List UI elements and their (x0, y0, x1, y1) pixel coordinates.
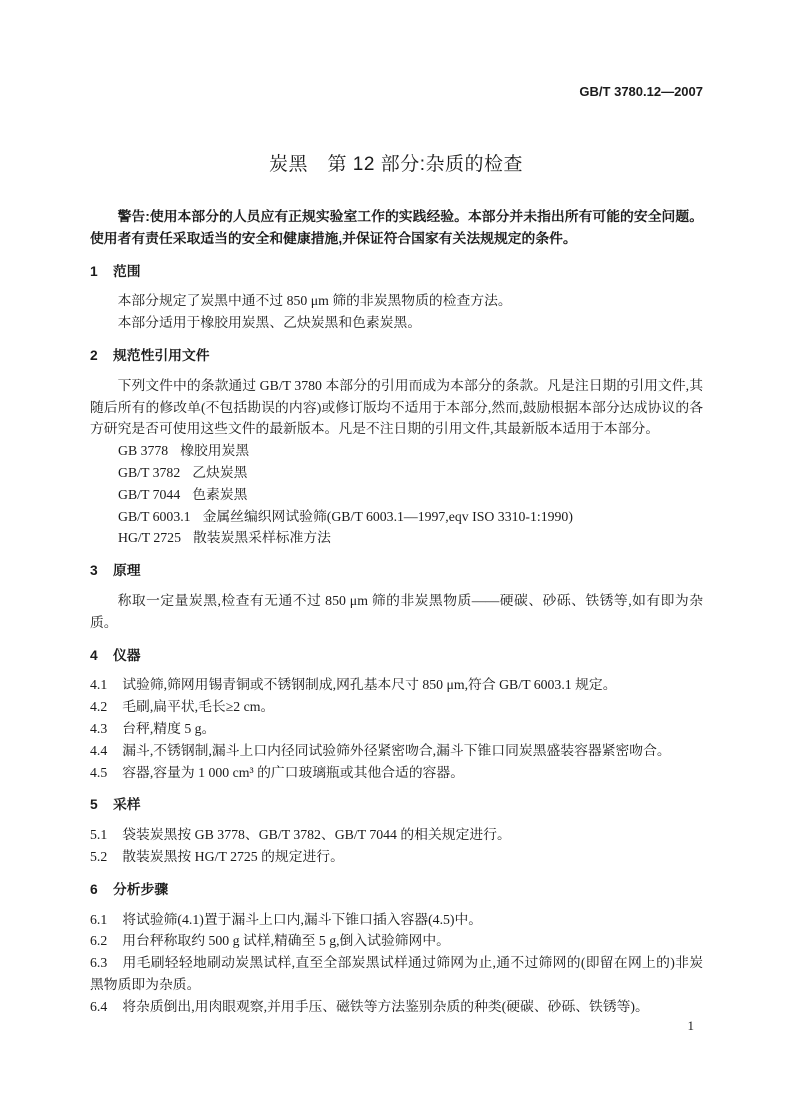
reference-code: GB 3778 (118, 443, 169, 459)
clause-text: 散装炭黑按 HG/T 2725 的规定进行。 (122, 848, 344, 864)
section-number: 6 (90, 881, 98, 897)
section-heading (90, 261, 703, 283)
section-title: 分析步骤 (113, 881, 169, 897)
section-heading (90, 645, 703, 667)
clause-item (90, 762, 703, 784)
page-number: 1 (687, 1018, 694, 1033)
section-heading (90, 560, 703, 582)
section-number: 2 (90, 347, 98, 363)
warning-text: 警告:使用本部分的人员应有正规实验室工作的实践经验。本部分并未指出所有可能的安全问题。使用者有责任采取适当的安全和健康措施,并保证符合国家有关法规规定的条件。 (90, 209, 703, 246)
clause-text: 台秤,精度 5 g。 (122, 720, 216, 736)
reference-code: GB/T 6003.1 (118, 508, 191, 524)
reference-item (90, 462, 703, 484)
clause-text: 试验筛,筛网用锡青铜或不锈钢制成,网孔基本尺寸 850 μm,符合 GB/T 6003.1 规定。 (122, 677, 617, 693)
reference-item (90, 484, 703, 506)
clause-number: 4.3 (90, 720, 108, 736)
clause-item (90, 952, 703, 996)
clause-number: 5.1 (90, 827, 108, 843)
section-title: 原理 (113, 563, 141, 579)
clause-text: 将杂质倒出,用肉眼观察,并用手压、磁铁等方法鉴别杂质的种类(硬碳、砂砾、铁锈等)。 (122, 998, 649, 1014)
reference-code: HG/T 2725 (118, 530, 181, 546)
reference-title: 散装炭黑采样标准方法 (192, 530, 331, 546)
reference-title: 乙炔炭黑 (192, 464, 248, 480)
section-number: 3 (90, 563, 98, 579)
reference-code: GB/T 3782 (118, 464, 181, 480)
clause-number: 4.2 (90, 699, 108, 715)
reference-title: 橡胶用炭黑 (180, 443, 250, 459)
reference-title: 色素炭黑 (192, 486, 248, 502)
reference-title: 金属丝编织网试验筛(GB/T 6003.1—1997,eqv ISO 3310-1:1990) (202, 508, 573, 524)
clause-item (90, 824, 703, 846)
clause-text: 用台秤称取约 500 g 试样,精确至 5 g,倒入试验筛网中。 (122, 933, 450, 949)
paragraph: 称取一定量炭黑,检查有无通不过 850 μm 筛的非炭黑物质——硬碳、砂砾、铁锈等,如有即为杂质。 (90, 592, 703, 630)
clause-number: 6.1 (90, 911, 108, 927)
section-number: 4 (90, 647, 98, 663)
paragraph: 下列文件中的条款通过 GB/T 3780 本部分的引用而成为本部分的条款。凡是注日期的引用文件,其随后所有的修改单(不包括勘误的内容)或修订版均不适用于本部分,然而,鼓励根据本部分达成协议的各方研究是否可使用这些文件的最新版本。凡是不注日期的引用文件,其最新版本适用于本部分。 (90, 377, 703, 437)
clause-text: 漏斗,不锈钢制,漏斗上口内径同试验筛外径紧密吻合,漏斗下锥口同炭黑盛装容器紧密吻合。 (122, 742, 671, 758)
section-heading (90, 794, 703, 816)
section-title: 规范性引用文件 (113, 347, 210, 363)
clause-number: 4.1 (90, 677, 108, 693)
document-title: 炭黑 第 12 部分:杂质的检查 (269, 154, 523, 175)
section-heading (90, 879, 703, 901)
clause-number: 6.3 (90, 955, 108, 971)
clause-text: 将试验筛(4.1)置于漏斗上口内,漏斗下锥口插入容器(4.5)中。 (122, 911, 483, 927)
clause-item (90, 909, 703, 931)
clause-number: 6.2 (90, 933, 108, 949)
paragraph: 本部分规定了炭黑中通不过 850 μm 筛的非炭黑物质的检查方法。 (117, 293, 512, 309)
document-body (90, 206, 703, 1018)
clause-text: 毛刷,扁平状,毛长≥2 cm。 (122, 699, 275, 715)
clause-text: 容器,容量为 1 000 cm³ 的广口玻璃瓶或其他合适的容器。 (122, 764, 465, 780)
section-number: 1 (90, 263, 98, 279)
clause-number: 5.2 (90, 848, 108, 864)
clause-text: 用毛刷轻轻地刷动炭黑试样,直至全部炭黑试样通过筛网为止,通不过筛网的(即留在网上的)非炭黑物质即为杂质。 (90, 955, 703, 992)
clause-number: 4.4 (90, 742, 108, 758)
clause-item (90, 674, 703, 696)
reference-item (90, 506, 703, 528)
reference-item (90, 440, 703, 462)
section-title: 范围 (113, 263, 141, 279)
section-title: 采样 (113, 797, 141, 813)
section-heading (90, 345, 703, 367)
standard-number: GB/T 3780.12—2007 (579, 84, 703, 99)
clause-text: 袋装炭黑按 GB 3778、GB/T 3782、GB/T 7044 的相关规定进行。 (122, 827, 511, 843)
clause-item (90, 846, 703, 868)
clause-item (90, 718, 703, 740)
paragraph: 本部分适用于橡胶用炭黑、乙炔炭黑和色素炭黑。 (117, 315, 422, 331)
clause-number: 4.5 (90, 764, 108, 780)
section-title: 仪器 (113, 647, 141, 663)
clause-item (90, 696, 703, 718)
section-number: 5 (90, 797, 98, 813)
reference-item (90, 527, 703, 549)
clause-item (90, 996, 703, 1018)
clause-item (90, 930, 703, 952)
clause-number: 6.4 (90, 998, 108, 1014)
clause-item (90, 740, 703, 762)
reference-code: GB/T 7044 (118, 486, 181, 502)
